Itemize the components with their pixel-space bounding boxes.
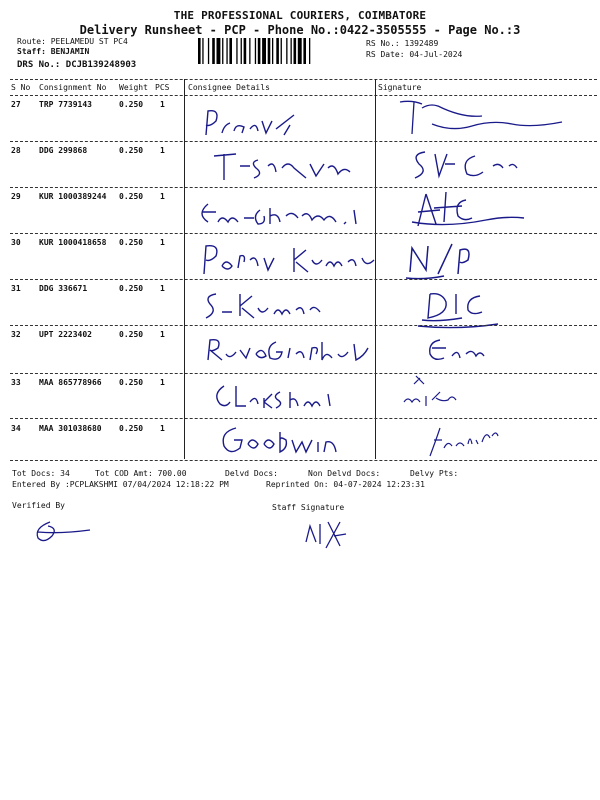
column-divider: [184, 79, 185, 459]
col-consignee: Consignee Details: [188, 83, 270, 92]
header-rule: [10, 95, 597, 96]
row-rule: [10, 279, 597, 280]
barcode-bar: [262, 38, 266, 64]
row-31-pcs: 1: [160, 284, 165, 293]
row-28-consignment: DDG 299868: [39, 146, 88, 155]
row-29-pcs: 1: [160, 192, 165, 201]
tot-cod-amount: Tot COD Amt: 700.00: [95, 469, 187, 478]
rs-date-label: RS Date:: [366, 50, 405, 59]
row-rule: [10, 141, 597, 142]
table-top-rule: [10, 79, 597, 80]
row-32-pcs: 1: [160, 330, 165, 339]
barcode-bar: [202, 38, 203, 64]
verified-by-label: Verified By: [12, 501, 65, 510]
row-29-weight: 0.250: [119, 192, 144, 201]
barcode-bar: [217, 38, 221, 64]
row-30-sno: 30: [11, 238, 21, 247]
row-rule: [10, 418, 597, 419]
col-weight: Weight: [119, 83, 148, 92]
row-29-signature: [406, 188, 536, 236]
barcode-bar: [291, 38, 292, 64]
row-34-consignment: MAA 301038680: [39, 424, 102, 433]
barcode-bar: [208, 38, 209, 64]
row-32-consignment: UPT 2223402: [39, 330, 92, 339]
table-bottom-rule: [10, 460, 597, 461]
row-33-sno: 33: [11, 378, 21, 387]
barcode-bar: [294, 38, 297, 64]
row-31-sno: 31: [11, 284, 21, 293]
company-name: THE PROFESSIONAL COURIERS, COIMBATORE: [173, 9, 427, 22]
barcode-bar: [212, 38, 215, 64]
barcode-bar: [298, 38, 302, 64]
barcode-bar: [303, 38, 306, 64]
non-delivered-docs: Non Delvd Docs:: [308, 469, 381, 478]
row-27-consignment: TRP 7739143: [39, 100, 92, 109]
row-28-consignee-handwriting: [210, 146, 370, 190]
reprinted-on: Reprinted On: 04-07-2024 12:23:31: [266, 480, 425, 489]
runsheet-title: Delivery Runsheet - PCP - Phone No.:0422-3505555 - Page No.:3: [79, 23, 521, 37]
col-consignment: Consignment No: [39, 83, 107, 92]
row-33-consignment: MAA 865778966: [39, 378, 102, 387]
row-31-consignment: DDG 336671: [39, 284, 88, 293]
row-29-consignee-handwriting: [194, 194, 384, 238]
rs-no-line: [366, 39, 438, 48]
staff-label: Staff:: [17, 47, 46, 56]
barcode-bar: [226, 38, 227, 64]
row-27-weight: 0.250: [119, 100, 144, 109]
drs-value: DCJB139248903: [65, 60, 137, 70]
staff-value: BENJAMIN: [50, 47, 90, 56]
barcode-bar: [272, 38, 273, 64]
row-34-sno: 34: [11, 424, 21, 433]
row-rule: [10, 233, 597, 234]
row-27-sno: 27: [11, 100, 21, 109]
row-28-signature: [405, 144, 525, 188]
col-signature: Signature: [378, 83, 422, 92]
col-sno: S No: [11, 83, 31, 92]
row-32-weight: 0.250: [119, 330, 144, 339]
barcode-bar: [258, 38, 261, 64]
row-32-consignee-handwriting: [204, 330, 374, 374]
barcode-bar: [198, 38, 201, 64]
barcode-bar: [286, 38, 287, 64]
row-29-consignment: KUR 1000389244: [39, 192, 107, 201]
row-30-consignment: KUR 1000418658: [39, 238, 107, 247]
barcode-bar: [276, 38, 279, 64]
row-28-pcs: 1: [160, 146, 165, 155]
row-33-pcs: 1: [160, 378, 165, 387]
row-27-pcs: 1: [160, 100, 165, 109]
route-label: Route:: [17, 37, 46, 46]
barcode-bar: [236, 38, 237, 64]
col-pcs: PCS: [155, 83, 170, 92]
row-33-consignee-handwriting: [210, 378, 360, 418]
barcode-bar: [255, 38, 256, 64]
verified-by-signature: [30, 518, 100, 552]
row-30-weight: 0.250: [119, 238, 144, 247]
row-33-weight: 0.250: [119, 378, 144, 387]
staff-line: [17, 47, 89, 56]
delivery-points: Delvy Pts:: [410, 469, 459, 478]
rs-date-value: 04-Jul-2024: [409, 50, 463, 59]
barcode-bar: [229, 38, 232, 64]
rs-date-line: [366, 50, 462, 59]
staff-signature-mark: [300, 512, 360, 556]
row-rule: [10, 325, 597, 326]
barcode-bar: [244, 38, 247, 64]
row-33-signature: [400, 374, 470, 418]
barcode-bar: [222, 38, 223, 64]
staff-signature-label: Staff Signature: [272, 503, 345, 512]
row-32-sno: 32: [11, 330, 21, 339]
tot-docs: Tot Docs: 34: [12, 469, 70, 478]
row-34-consignee-handwriting: [218, 422, 358, 462]
row-30-pcs: 1: [160, 238, 165, 247]
rs-no-value: 1392489: [404, 39, 439, 48]
row-30-consignee-handwriting: [198, 238, 388, 282]
delivered-docs: Delvd Docs:: [225, 469, 278, 478]
barcode-bar: [268, 38, 271, 64]
row-32-signature: [424, 332, 504, 372]
barcode-bar: [281, 38, 282, 64]
row-29-sno: 29: [11, 192, 21, 201]
row-27-signature: [392, 98, 582, 142]
barcode-bar: [249, 38, 250, 64]
row-34-signature: [426, 420, 506, 464]
rs-no-label: RS No.:: [366, 39, 400, 48]
row-rule: [10, 373, 597, 374]
barcode-bar: [309, 38, 310, 64]
row-28-sno: 28: [11, 146, 21, 155]
entered-by: Entered By :PCPLAKSHMI 07/04/2024 12:18:22 PM: [12, 480, 229, 489]
barcode-bar: [241, 38, 242, 64]
row-31-weight: 0.250: [119, 284, 144, 293]
drs-line: [17, 60, 136, 70]
row-34-pcs: 1: [160, 424, 165, 433]
barcode: [198, 38, 360, 64]
route-value: PEELAMEDU ST PC4: [50, 37, 128, 46]
row-28-weight: 0.250: [119, 146, 144, 155]
drs-label: DRS No.:: [17, 60, 61, 70]
row-34-weight: 0.250: [119, 424, 144, 433]
row-31-consignee-handwriting: [198, 284, 348, 328]
route-line: [17, 37, 128, 46]
